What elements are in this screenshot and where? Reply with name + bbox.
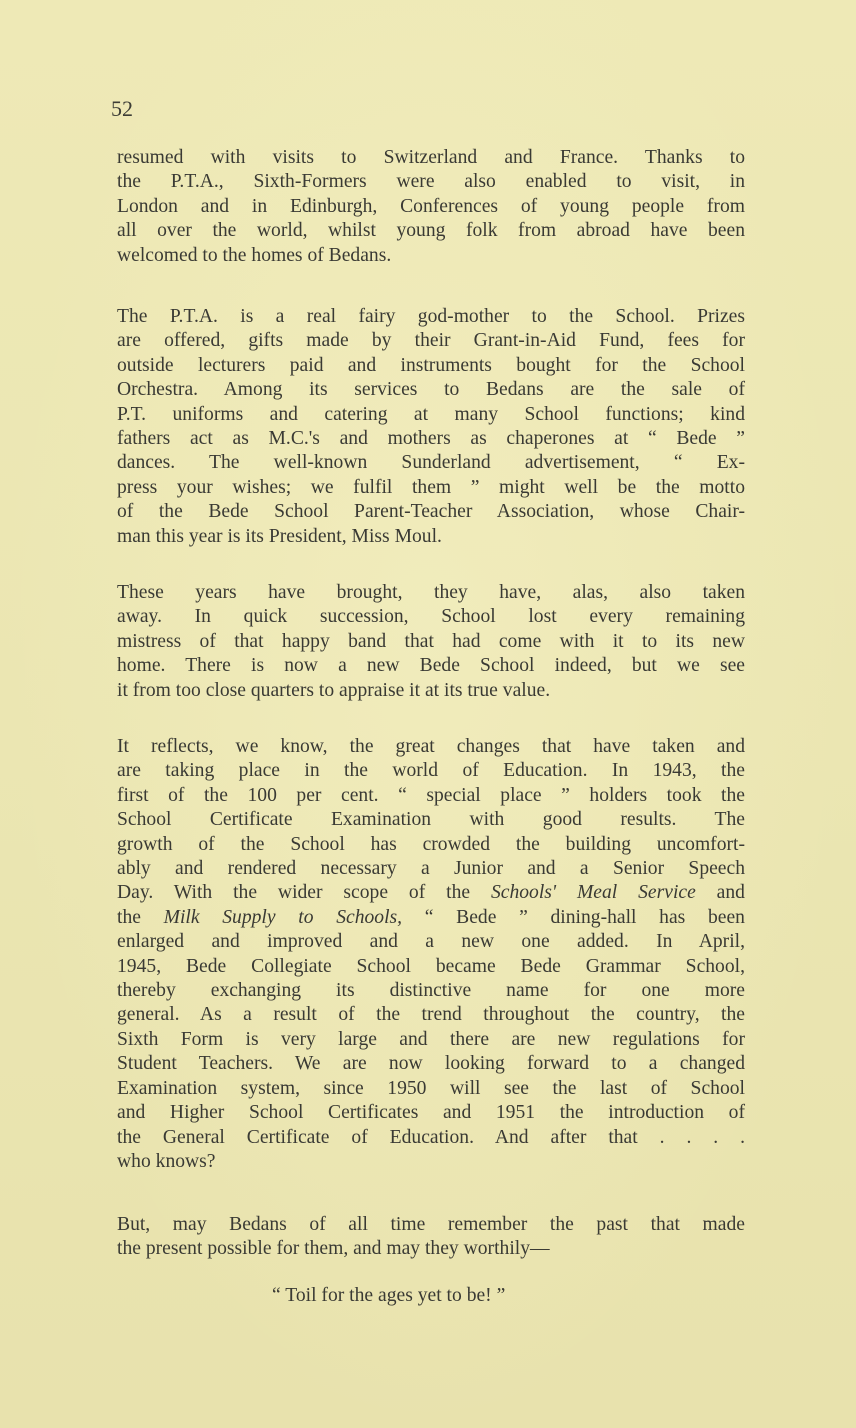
paragraph-1: [117, 146, 745, 268]
paragraph-5: [117, 1213, 745, 1262]
text-line: the General Certificate of Education. And after that . . . .: [117, 1126, 745, 1148]
text-line: [117, 881, 745, 905]
italic-title-milk-supply: Milk Supply to Schools,: [163, 906, 403, 928]
text-line: who knows?: [117, 1150, 216, 1172]
text-line: Student Teachers. We are now looking forward to a changed: [117, 1053, 745, 1075]
text-line: ably and rendered necessary a Junior and a Senior Speech: [117, 858, 745, 880]
text-line: man this year is its President, Miss Moul.: [117, 525, 442, 547]
text-line: away. In quick succession, School lost every remaining: [117, 606, 745, 628]
text-line: first of the 100 per cent. “ special place ” holders took the: [117, 784, 745, 806]
text-line: [117, 906, 745, 930]
text-line: But, may Bedans of all time remember the past that made: [117, 1214, 745, 1235]
text-line: general. As a result of the trend throughout the country, the: [117, 1004, 745, 1026]
text-run: Day. With the wider scope of the: [117, 882, 491, 904]
page-number: 52: [111, 96, 133, 121]
text-line: enlarged and improved and a new one added. In April,: [117, 931, 745, 953]
text-line: home. There is now a new Bede School indeed, but we see: [117, 655, 745, 677]
paragraph-3: [117, 581, 745, 703]
text-run: and: [695, 882, 745, 904]
text-line: are taking place in the world of Education. In 1943, the: [117, 760, 745, 782]
text-line: The P.T.A. is a real fairy god-mother to the School. Prizes: [117, 306, 745, 327]
text-line: welcomed to the homes of Bedans.: [117, 244, 392, 266]
text-line: outside lecturers paid and instruments bought for the School: [117, 354, 745, 376]
text-line: all over the world, whilst young folk from abroad have been: [117, 220, 745, 242]
text-run: the: [117, 906, 164, 928]
text-run: “ Bede ” dining-hall has been: [402, 906, 745, 928]
text-line: growth of the School has crowded the building uncomfort-: [117, 833, 745, 855]
text-line: press your wishes; we fulfil them ” might well be the motto: [117, 476, 745, 498]
text-line: Sixth Form is very large and there are new regulations for: [117, 1028, 745, 1050]
text-line: dances. The well-known Sunderland advertisement, “ Ex-: [117, 452, 745, 474]
text-line: and Higher School Certificates and 1951 the introduction of: [117, 1102, 745, 1124]
text-line: thereby exchanging its distinctive name for one more: [117, 980, 745, 1002]
text-line: the present possible for them, and may they worthily—: [117, 1238, 550, 1260]
text-line: These years have brought, they have, alas, also taken: [117, 582, 745, 603]
italic-title-meal-service: Schools' Meal Service: [490, 882, 696, 904]
text-line: London and in Edinburgh, Conferences of young people from: [117, 195, 745, 217]
text-line: 1945, Bede Collegiate School became Bede Grammar School,: [117, 955, 745, 977]
text-line: Examination system, since 1950 will see the last of School: [117, 1077, 745, 1099]
text-line: School Certificate Examination with good results. The: [117, 809, 745, 831]
closing-quote: “ Toil for the ages yet to be! ”: [272, 1285, 506, 1306]
text-line: It reflects, we know, the great changes that have taken and: [117, 736, 745, 757]
text-line: fathers act as M.C.'s and mothers as chaperones at “ Bede ”: [117, 428, 745, 450]
text-line: P.T. uniforms and catering at many School functions; kind: [117, 403, 745, 425]
text-line: are offered, gifts made by their Grant-in-Aid Fund, fees for: [117, 330, 745, 352]
text-line: of the Bede School Parent-Teacher Association, whose Chair-: [117, 501, 745, 523]
text-line: it from too close quarters to appraise it at its true value.: [117, 679, 551, 701]
paragraph-2: [117, 305, 745, 549]
text-line: mistress of that happy band that had come with it to its new: [117, 630, 745, 652]
text-line: Orchestra. Among its services to Bedans are the sale of: [117, 379, 745, 401]
text-line: the P.T.A., Sixth-Formers were also enabled to visit, in: [117, 171, 745, 193]
paragraph-4: [117, 735, 745, 1174]
text-line: resumed with visits to Switzerland and France. Thanks to: [117, 147, 745, 168]
